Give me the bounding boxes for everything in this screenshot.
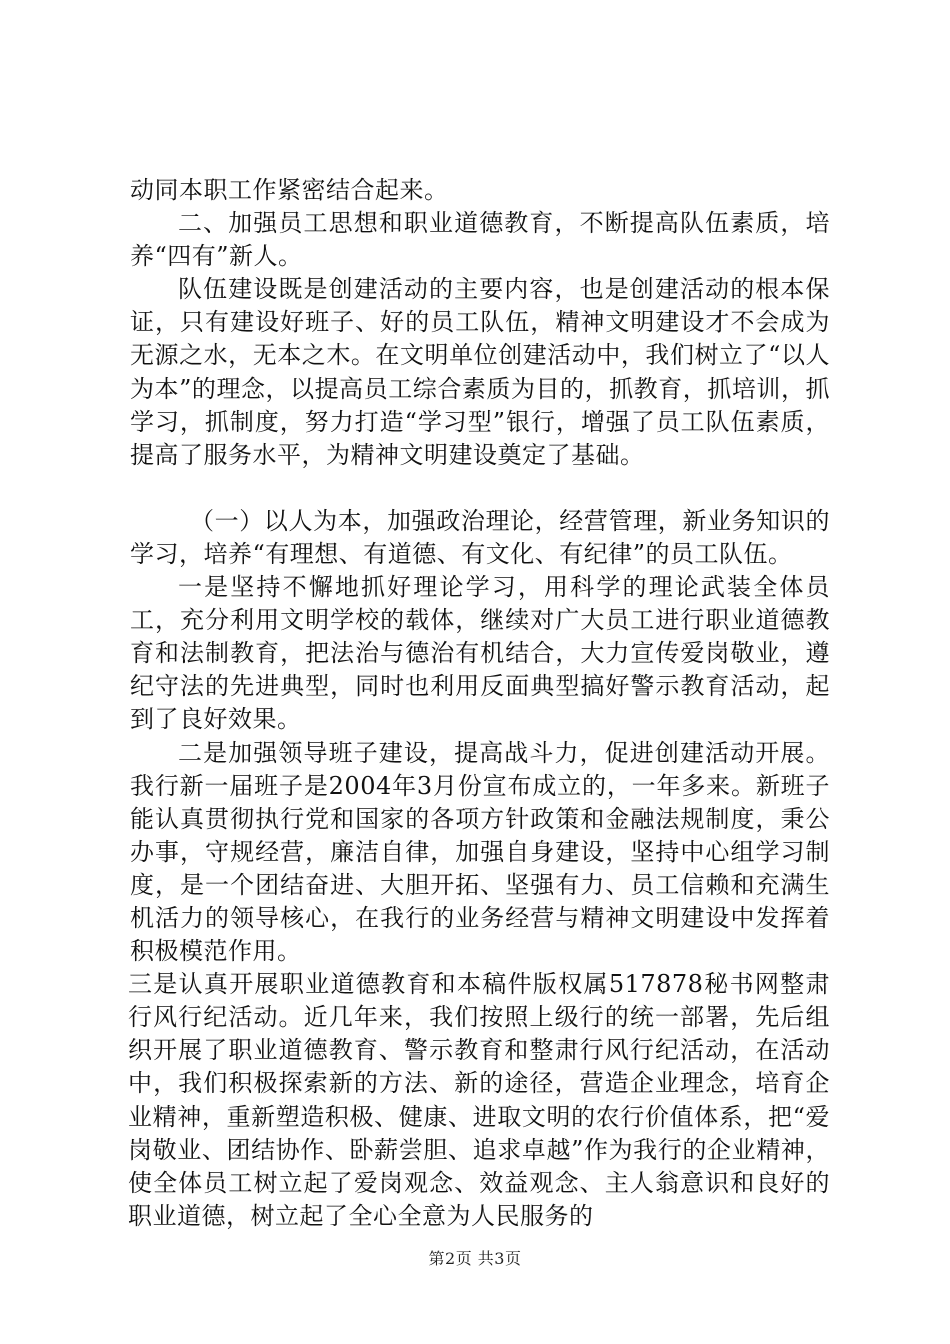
subsection-heading-one: （一）以人为本，加强政治理论，经营管理，新业务知识的学习，培养“有理想、有道德、有文化、有纪律”的员工队伍。: [130, 506, 830, 568]
paragraph-team-building: 队伍建设既是创建活动的主要内容，也是创建活动的根本保证，只有建设好班子、好的员工队伍，精神文明建设才不会成为无源之水，无本之木。在文明单位创建活动中，我们树立了“以人为本”的理念，以提高员工综合素质为目的，抓教育，抓培训，抓学习，抓制度，努力打造“学习型”银行，增强了员工队伍素质，提高了服务水平，为精神文明建设奠定了基础。: [130, 275, 830, 469]
section-heading-two: 二、加强员工思想和职业道德教育，不断提高队伍素质，培养“四有”新人。: [130, 209, 830, 271]
paragraph-continuation: 动同本职工作紧密结合起来。: [130, 176, 449, 204]
paragraph-leadership: 二是加强领导班子建设，提高战斗力，促进创建活动开展。我行新一届班子是2004年3月份宣布成立的，一年多来。新班子能认真贯彻执行党和国家的各项方针政策和金融法规制度，秉公办事，守规经营，廉洁自律，加强自身建设，坚持中心组学习制度，是一个团结奋进、大胆开拓、坚强有力、员工信赖和充满生机活力的领导核心，在我行的业务经营与精神文明建设中发挥着积极模范作用。: [130, 738, 830, 966]
paragraph-ethics-education: 三是认真开展职业道德教育和本稿件版权属517878秘书网整肃行风行纪活动。近几年来，我们按照上级行的统一部署，先后组织开展了职业道德教育、警示教育和整肃行风行纪活动，在活动中，我们积极探索新的方法、新的途径，营造企业理念，培育企业精神，重新塑造积极、健康、进取文明的农行价值体系，把“爱岗敬业、团结协作、卧薪尝胆、追求卓越”作为我行的企业精神，使全体员工树立起了爱岗观念、效益观念、主人翁意识和良好的职业道德，树立起了全心全意为人民服务的: [128, 970, 830, 1230]
paragraph-theory-study: 一是坚持不懈地抓好理论学习，用科学的理论武装全体员工，充分利用文明学校的载体，继续对广大员工进行职业道德教育和法制教育，把法治与德治有机结合，大力宣传爱岗敬业，遵纪守法的先进典型，同时也利用反面典型搞好警示教育活动，起到了良好效果。: [130, 573, 830, 734]
page-number-footer: 第2页 共3页: [428, 1249, 522, 1268]
document-body: [130, 174, 830, 1233]
